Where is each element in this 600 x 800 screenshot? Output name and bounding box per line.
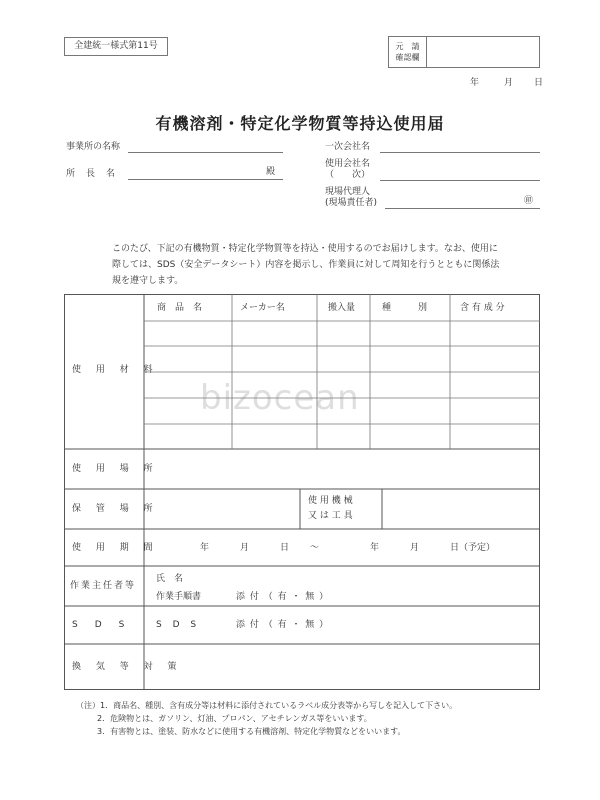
form-number: 全建統一様式第11号 [64, 37, 168, 56]
equipment-label-line2: 又 は 工 具 [308, 511, 353, 521]
stamp-label-line2: 確認欄 [395, 53, 420, 62]
primary-contractor-field[interactable] [380, 152, 540, 153]
director-name-field[interactable] [128, 179, 283, 180]
period-month-start: 月 [240, 543, 250, 553]
materials-label: 使 用 材 料 [72, 365, 159, 375]
period-day-end: 日（予定） [450, 543, 496, 553]
director-suffix: 殿 [266, 167, 276, 177]
stamp-label [389, 37, 427, 67]
col-quantity-header: 搬入量 [328, 303, 356, 313]
supervisor-handbook-label: 作業手順書 [156, 592, 202, 602]
site-rep-sub: (現場責任者) [325, 198, 378, 208]
page-title: 有機溶剤・特定化学物質等持込使用届 [155, 114, 445, 133]
col-maker-header: メーカー名 [240, 303, 285, 313]
contractor-confirmation-box[interactable] [388, 36, 540, 68]
seal-mark: ㊞ [524, 196, 534, 206]
period-year-start: 年 [200, 543, 210, 553]
stamp-label-line1: 元 請 [395, 42, 420, 51]
office-name-field[interactable] [128, 152, 283, 153]
site-rep-label: 現場代理人 [325, 187, 371, 197]
site-rep-field[interactable] [385, 208, 540, 209]
usage-table [64, 294, 540, 690]
note-1: （注）1．商品名、種別、含有成分等は材料に添付されているラベル成分表等から写しを記入して下さい。 [76, 701, 458, 710]
footnotes [76, 699, 457, 738]
supervisor-label: 作業主任者等 [70, 581, 137, 591]
col-type-header: 種 別 [382, 303, 428, 313]
intro-paragraph: このたび、下記の有機物質・特定化学物質等を持込・使用するのでお届けします。なお、使用に際しては、SDS（安全データシート）内容を掲示し、作業員に対して周知を行うとともに関係法規を遵守します。 [112, 244, 500, 286]
place-of-use-label: 使 用 場 所 [72, 464, 159, 474]
header-date-day: 日 [534, 78, 544, 88]
equipment-label-line1: 使 用 機 械 [308, 496, 353, 506]
using-company-field[interactable] [380, 180, 540, 181]
using-company-sub: （ 次） [325, 170, 371, 180]
sds-label: S D S [72, 620, 129, 630]
storage-place-label: 保 管 場 所 [72, 504, 159, 514]
sds-sub-label: S D S [156, 620, 201, 630]
period-year-end: 年 [370, 543, 380, 553]
watermark-logo: bizocean [200, 378, 360, 418]
supervisor-name-label: 氏 名 [156, 574, 184, 584]
director-label: 所 長 名 [66, 169, 117, 179]
note-3: 3．有害物とは、塗装、防水などに使用する有機溶剤、特定化学物質などをいいます。 [97, 727, 406, 736]
office-name-label: 事業所の名称 [66, 142, 121, 152]
supervisor-attach: 添 付 （ 有 ・ 無 ） [236, 592, 330, 602]
period-label: 使 用 期 間 [72, 543, 159, 553]
period-month-end: 月 [410, 543, 420, 553]
primary-contractor-label: 一次会社名 [325, 142, 371, 152]
col-product-header: 商 品 名 [157, 303, 203, 313]
note-2: 2．危険物とは、ガソリン、灯油、プロパン、アセチレンガス等をいいます。 [97, 714, 372, 723]
col-ingredients-header: 含 有 成 分 [460, 303, 505, 313]
sds-attach: 添 付 （ 有 ・ 無 ） [236, 620, 330, 630]
using-company-label: 使用会社名 [325, 159, 371, 169]
ventilation-label: 換 気 等 対 策 [72, 662, 183, 672]
table-lines [64, 294, 540, 690]
header-date-year: 年 [470, 78, 480, 88]
header-date-month: 月 [504, 78, 514, 88]
period-tilde: 〜 [310, 543, 320, 553]
period-day-start: 日 [280, 543, 290, 553]
